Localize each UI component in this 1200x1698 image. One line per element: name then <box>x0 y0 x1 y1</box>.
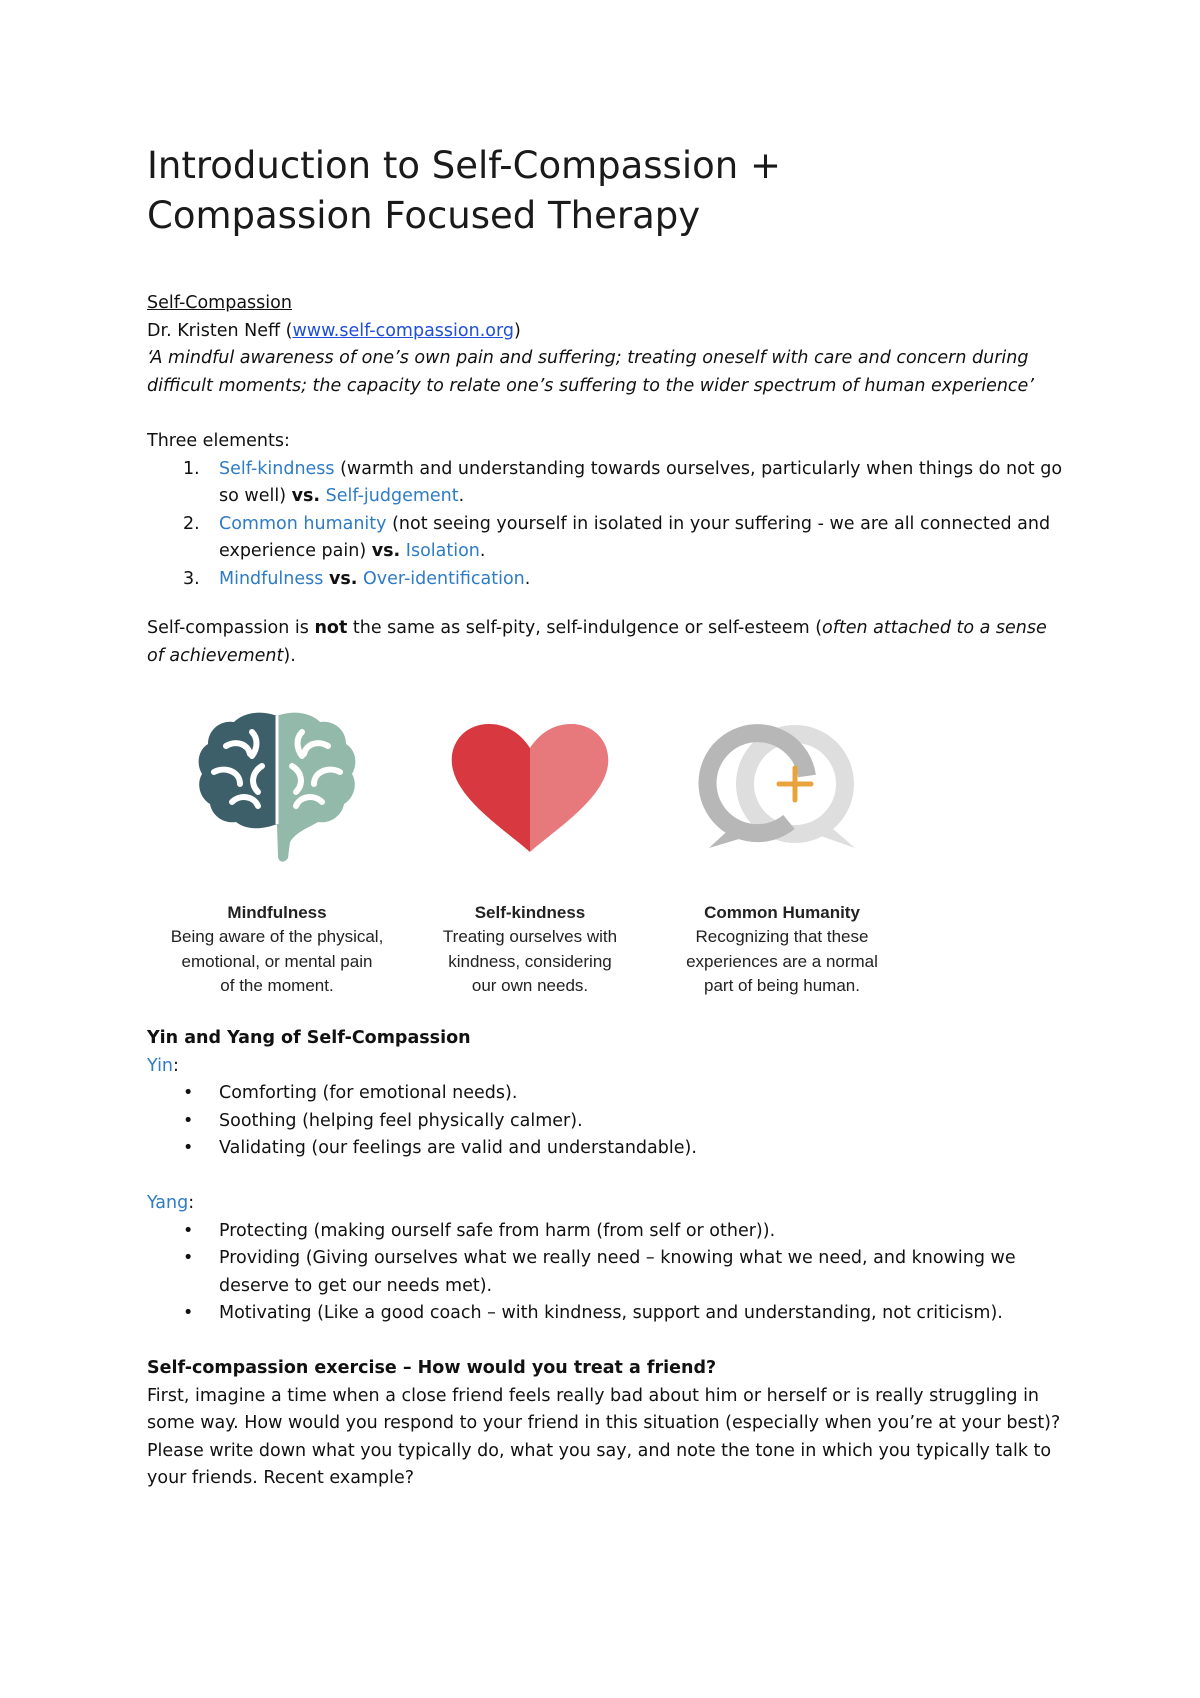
list-item-text: Soothing (helping feel physically calmer). <box>219 1110 583 1131</box>
three-elements-section <box>147 428 1067 593</box>
list-item <box>147 1245 1067 1300</box>
figure-heading: Common Humanity <box>704 903 860 922</box>
element-opposite: Over-identification <box>363 568 525 589</box>
figure-common-humanity <box>657 706 907 999</box>
element-item <box>147 511 1067 566</box>
element-item <box>147 456 1067 511</box>
bullet-icon: • <box>183 1303 194 1323</box>
list-item <box>147 1300 1067 1328</box>
element-desc: (not seeing yourself in isolated in your suffering - we are all connected and experience pain) <box>219 513 1051 561</box>
three-elements-list <box>147 456 1067 594</box>
bullet-icon: • <box>183 1110 194 1131</box>
section-heading-self-compassion: Self-Compassion <box>147 293 292 313</box>
element-term: Mindfulness <box>219 568 324 589</box>
figure-desc-line: kindness, considering <box>448 951 612 971</box>
exercise-text: First, imagine a time when a close friend feels really bad about him or herself or is really struggling in some way. How would you respond to your friend in this situation (especially when you’re at your best)? Please write down what you typically do, what you say, and note the tone in which you typically talk to your friends. Recent example? <box>147 1385 1061 1488</box>
self-compassion-link[interactable]: www.self-compassion.org <box>292 320 514 341</box>
speech-bubbles-icon <box>697 706 867 866</box>
not-same-paragraph <box>147 615 1067 670</box>
figure-self-kindness <box>405 706 655 999</box>
yin-colon: : <box>173 1055 179 1076</box>
element-number: 2. <box>183 513 200 534</box>
figure-description <box>152 925 402 999</box>
element-opposite: Isolation <box>405 541 480 561</box>
not-same-part3: ). <box>283 645 296 666</box>
bullet-icon: • <box>183 1248 194 1268</box>
yang-list <box>147 1218 1067 1328</box>
heart-icon <box>445 706 615 866</box>
element-end: . <box>479 541 486 561</box>
figure-heading: Self-kindness <box>474 903 586 922</box>
figure-desc-line: emotional, or mental pain <box>181 951 373 971</box>
bullet-icon: • <box>183 1220 194 1241</box>
list-item-text: Protecting (making ourself safe from harm (from self or other)). <box>219 1220 776 1241</box>
bullet-icon: • <box>183 1083 194 1103</box>
yin-list <box>147 1080 1067 1163</box>
self-compassion-section <box>147 290 1067 400</box>
list-item-text: Validating (our feelings are valid and understandable). <box>219 1138 697 1158</box>
brain-icon <box>192 706 362 866</box>
figure-description <box>657 925 907 999</box>
element-item <box>147 566 1067 594</box>
title-line-2: Compassion Focused Therapy <box>147 194 701 237</box>
element-number: 3. <box>183 568 200 589</box>
element-number: 1. <box>183 458 200 479</box>
element-desc: (warmth and understanding towards ourselves, particularly when things do not go so well) <box>219 458 1063 506</box>
figure-heading: Mindfulness <box>227 903 327 922</box>
element-term: Common humanity <box>219 513 387 534</box>
title-line-1: Introduction to Self-Compassion + <box>147 144 781 187</box>
exercise-heading: Self-compassion exercise – How would you treat a friend? <box>147 1358 717 1378</box>
definition-quote: ‘A mindful awareness of one’s own pain and suffering; treating oneself with care and concern during difficult moments; the capacity to relate one’s suffering to the wider spectrum of human experience’ <box>147 348 1034 396</box>
exercise-section <box>147 1355 1067 1493</box>
element-end: . <box>458 486 465 506</box>
list-item <box>147 1080 1067 1108</box>
not-same-italic: often attached to a sense of achievement <box>147 618 1047 666</box>
list-item <box>147 1218 1067 1246</box>
list-item <box>147 1108 1067 1136</box>
element-opposite: Self-judgement <box>325 486 459 506</box>
figure-description <box>405 925 655 999</box>
yin-yang-heading: Yin and Yang of Self-Compassion <box>147 1028 471 1048</box>
author-line <box>147 318 1067 346</box>
element-end: . <box>524 568 531 589</box>
element-vs: vs. <box>328 568 358 589</box>
list-item <box>147 1135 1067 1163</box>
not-same-part1: Self-compassion is <box>147 618 315 638</box>
figure-desc-line: part of being human. <box>704 976 860 995</box>
element-term: Self-kindness <box>219 458 335 479</box>
figure-desc-line: Recognizing that these <box>695 927 869 946</box>
element-vs: vs. <box>371 541 401 561</box>
yin-yang-section <box>147 1025 1067 1328</box>
figure-desc-line: our own needs. <box>471 976 589 995</box>
list-item-text: Providing (Giving ourselves what we really need – knowing what we need, and knowing we deserve to get our needs met). <box>219 1248 1016 1296</box>
three-elements-intro: Three elements: <box>147 431 290 451</box>
yang-colon: : <box>188 1193 195 1213</box>
not-same-bold: not <box>314 618 348 638</box>
bullet-icon: • <box>183 1138 194 1158</box>
not-same-part2: the same as self-pity, self-indulgence or self-esteem ( <box>347 618 823 638</box>
yin-label: Yin <box>147 1055 174 1076</box>
figure-desc-line: experiences are a normal <box>686 951 878 971</box>
figure-desc-line: Being aware of the physical, <box>170 927 384 946</box>
list-item-text: Motivating (Like a good coach – with kindness, support and understanding, not criticism). <box>219 1303 1003 1323</box>
figure-desc-line: of the moment. <box>220 976 334 995</box>
page-title <box>147 141 1067 241</box>
author-prefix: Dr. Kristen Neff ( <box>147 320 293 341</box>
yang-label: Yang <box>147 1193 189 1213</box>
figure-desc-line: Treating ourselves with <box>442 927 618 946</box>
three-elements-figure <box>147 706 907 996</box>
element-vs: vs. <box>291 486 321 506</box>
author-suffix: ) <box>513 320 521 341</box>
list-item-text: Comforting (for emotional needs). <box>219 1083 518 1103</box>
figure-mindfulness <box>152 706 402 999</box>
